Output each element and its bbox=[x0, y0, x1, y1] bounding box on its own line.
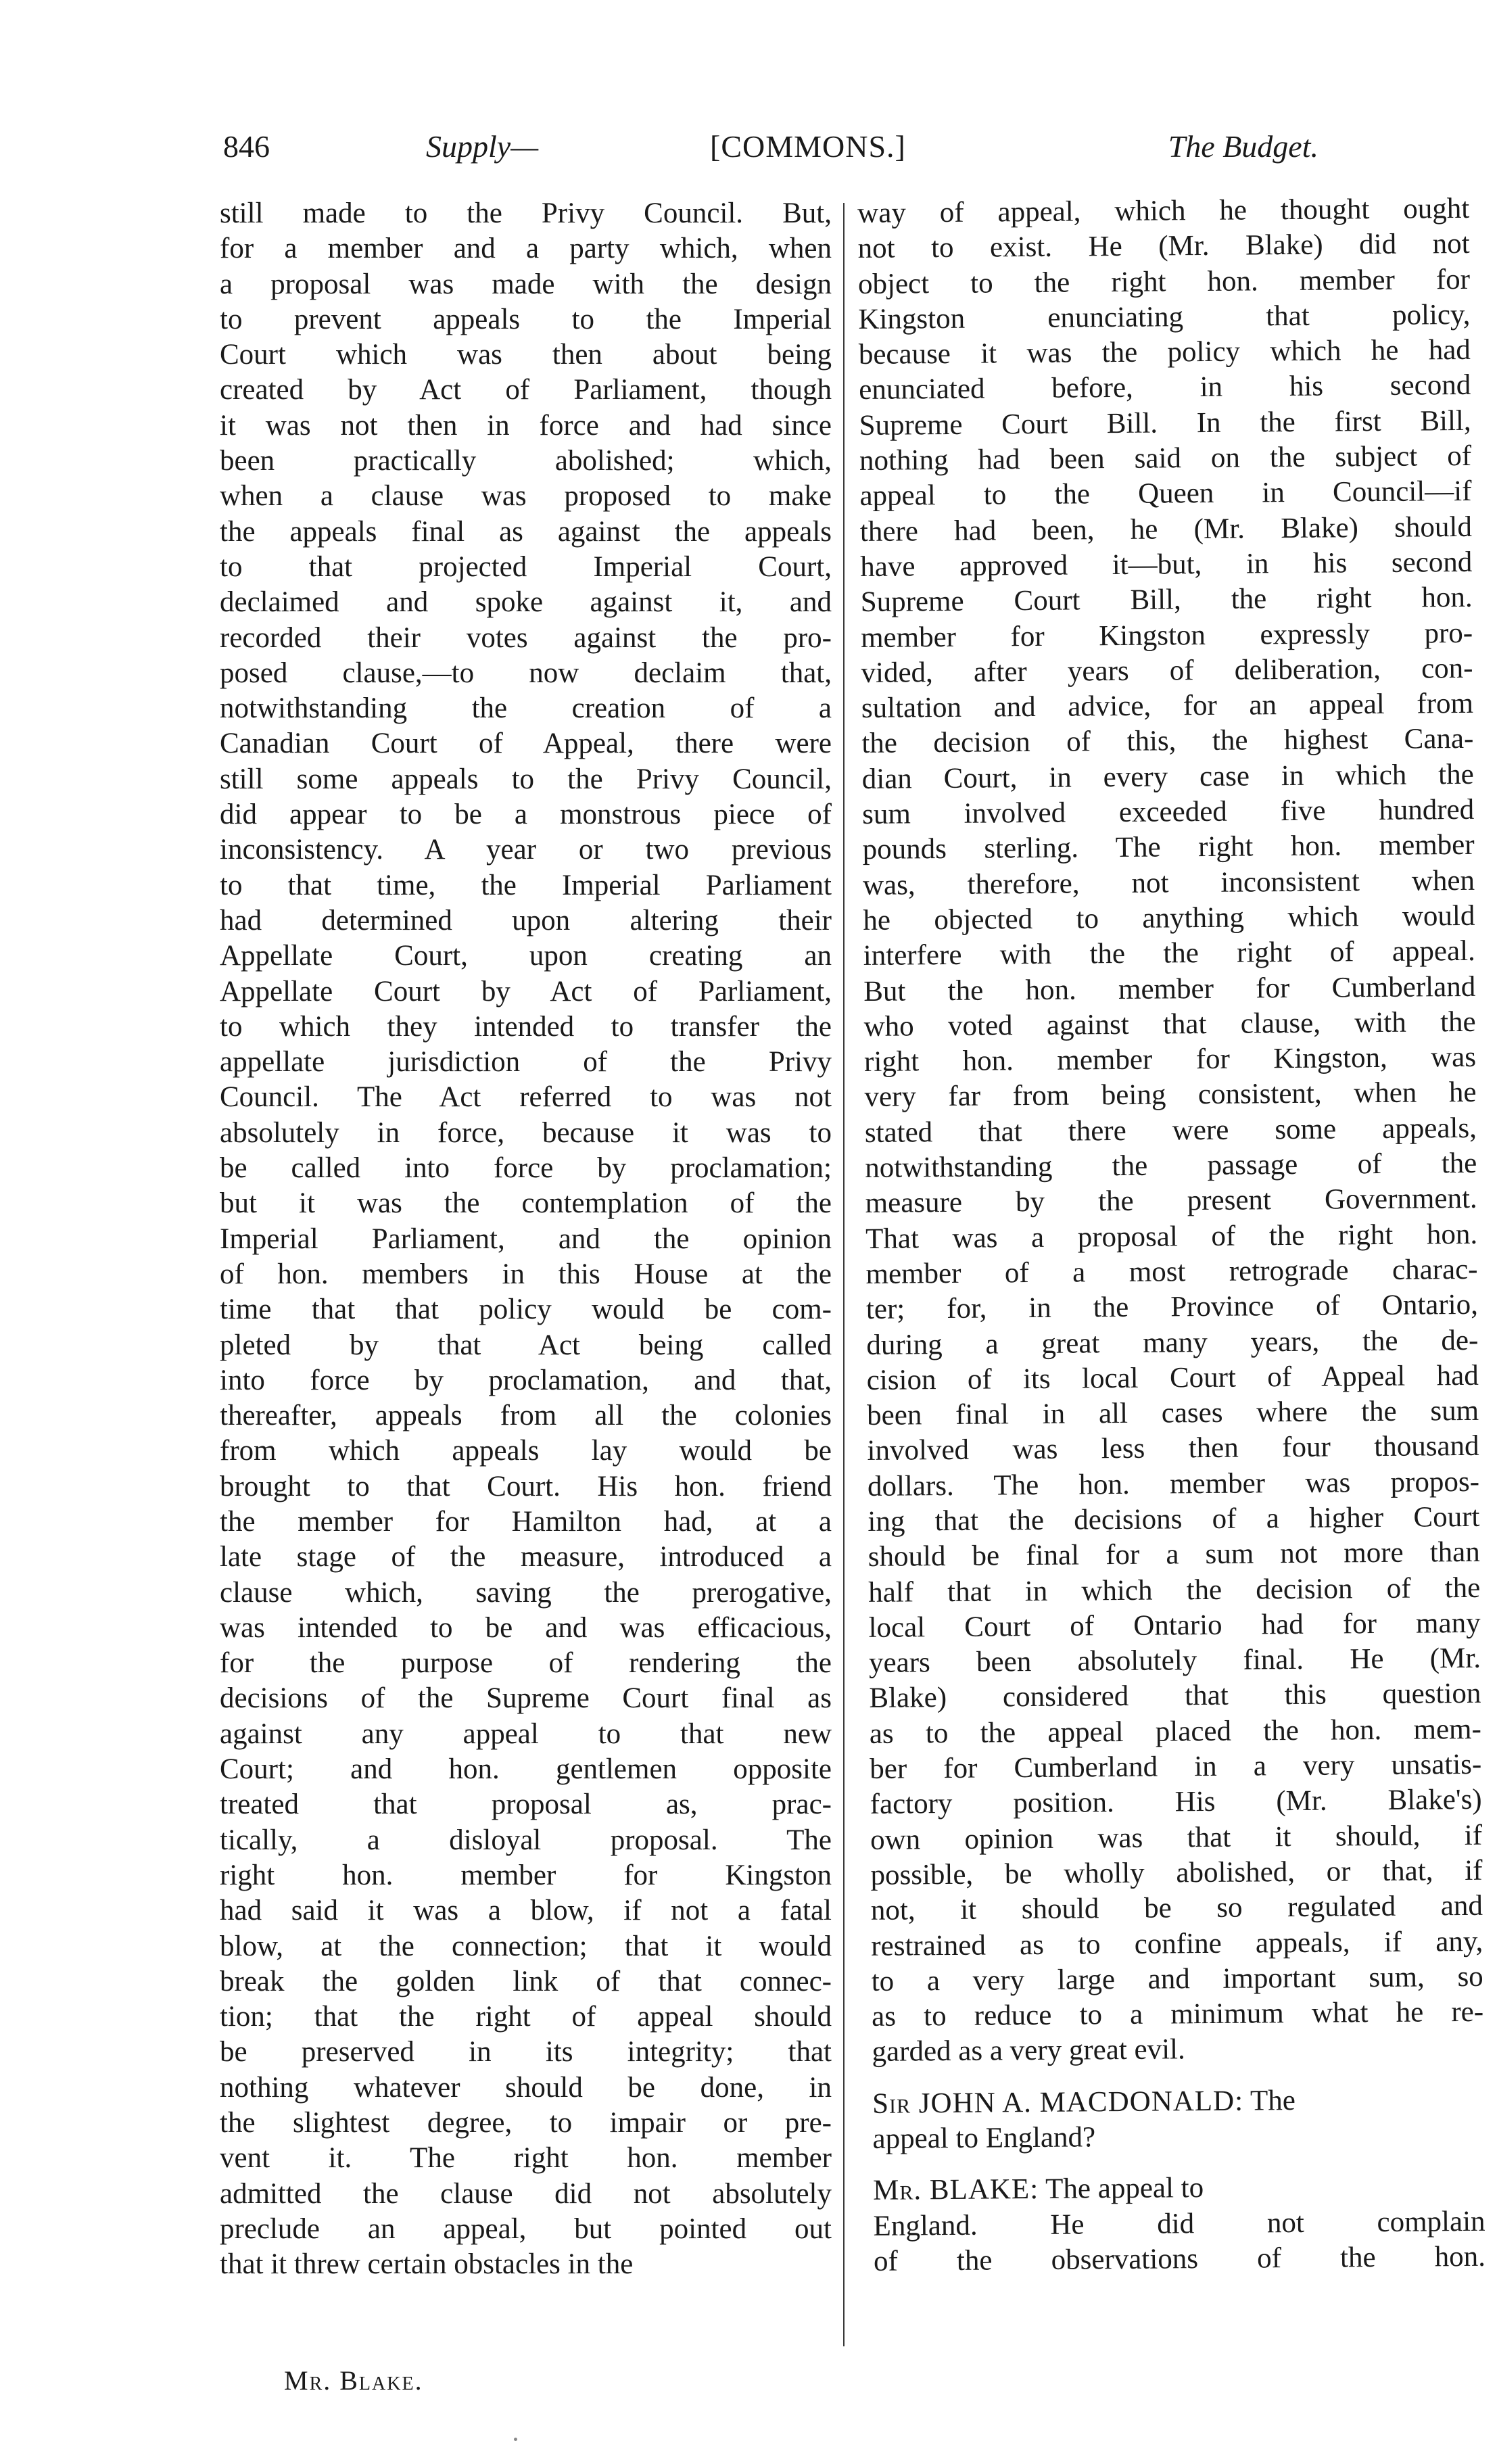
text-line: of hon. members in this House at the bbox=[220, 1258, 832, 1290]
text-line: against any appeal to that new bbox=[220, 1717, 832, 1750]
text-line: still some appeals to the Privy Council, bbox=[220, 763, 832, 795]
text-line: declaimed and spoke against it, and bbox=[220, 586, 832, 619]
speech-line: England. He did not complain bbox=[873, 2205, 1486, 2242]
text-line: posed clause,—to now declaim that, bbox=[220, 657, 832, 689]
section-title-left: Supply— bbox=[426, 129, 539, 164]
text-line: Supreme Court Bill. In the first Bill, bbox=[859, 404, 1471, 442]
text-line: Imperial Parliament, and the opinion bbox=[220, 1223, 832, 1255]
house-title: [COMMONS.] bbox=[710, 129, 906, 164]
text-line: But the hon. member for Cumberland bbox=[863, 970, 1476, 1008]
text-line: inconsistency. A year or two previous bbox=[220, 834, 832, 866]
text-line: had said it was a blow, if not a fatal bbox=[220, 1895, 832, 1927]
text-line: Kingston enunciating that policy, bbox=[858, 298, 1471, 335]
text-line: very far from being consistent, when he bbox=[864, 1076, 1477, 1114]
text-line: the appeals final as against the appeals bbox=[220, 515, 832, 548]
text-line: during a great many years, the de- bbox=[866, 1324, 1479, 1361]
text-line: factory position. His (Mr. Blake's) bbox=[870, 1784, 1482, 1821]
text-line: right hon. member for Kingston bbox=[220, 1859, 832, 1891]
right-column bbox=[857, 191, 1486, 2279]
text-line: dian Court, in every case in which the bbox=[861, 758, 1474, 795]
text-line: Blake) considered that this question bbox=[869, 1678, 1481, 1715]
text-line: still made to the Privy Council. But, bbox=[220, 197, 832, 229]
text-line: as to reduce to a minimum what he re- bbox=[871, 1995, 1484, 2033]
text-line: be called into force by proclamation; bbox=[220, 1152, 832, 1185]
text-line: to a very large and important sum, so bbox=[871, 1960, 1483, 1997]
speech-text: The bbox=[1250, 2084, 1296, 2117]
text-line: treated that proposal as, prac- bbox=[220, 1788, 832, 1821]
text-line: member of a most retrograde charac- bbox=[865, 1253, 1478, 1290]
running-head bbox=[223, 128, 1318, 176]
text-line: ter; for, in the Province of Ontario, bbox=[865, 1289, 1479, 1326]
text-line: when a clause was proposed to make bbox=[220, 480, 832, 513]
text-line: nothing whatever should be done, in bbox=[220, 2071, 832, 2104]
text-line: into force by proclamation, and that, bbox=[220, 1364, 832, 1396]
text-line: blow, at the connection; that it would bbox=[220, 1930, 832, 1962]
text-line: created by Act of Parliament, though bbox=[220, 374, 832, 406]
text-line: but it was the contemplation of the bbox=[220, 1187, 832, 1220]
print-speck bbox=[514, 2438, 517, 2441]
text-line: preclude an appeal, but pointed out bbox=[220, 2212, 832, 2245]
text-line: nothing had been said on the subject of bbox=[859, 440, 1472, 477]
page-number: 846 bbox=[223, 129, 270, 164]
text-line: enunciated before, in his second bbox=[859, 369, 1471, 406]
text-line: Court; and hon. gentlemen opposite bbox=[220, 1753, 832, 1786]
speaker-name: Mr. BLAKE: bbox=[872, 2173, 1039, 2207]
text-line: brought to that Court. His hon. friend bbox=[220, 1470, 832, 1502]
text-line: thereafter, appeals from all the colonies bbox=[220, 1400, 832, 1432]
text-line: possible, be wholly abolished, or that, if bbox=[870, 1854, 1483, 1891]
text-line: Council. The Act referred to was not bbox=[220, 1081, 832, 1114]
text-line: from which appeals lay would be bbox=[220, 1435, 832, 1467]
text-line: notwithstanding the passage of the bbox=[865, 1147, 1477, 1184]
text-line: been final in all cases where the sum bbox=[866, 1394, 1479, 1432]
speech-text: The appeal to bbox=[1045, 2172, 1204, 2206]
text-line: not to exist. He (Mr. Blake) did not bbox=[857, 228, 1470, 265]
text-line: ing that the decisions of a higher Court bbox=[868, 1500, 1480, 1538]
speech-line: of the observations of the hon. bbox=[873, 2240, 1486, 2277]
text-line: Court which was then about being bbox=[220, 339, 832, 371]
text-line: interfere with the the right of appeal. bbox=[863, 935, 1475, 972]
text-line: late stage of the measure, introduced a bbox=[220, 1541, 832, 1573]
text-line: member for Kingston expressly pro- bbox=[860, 617, 1473, 654]
speech-line bbox=[873, 2169, 1485, 2208]
text-line: because it was the policy which he had bbox=[858, 334, 1471, 371]
text-line: right hon. member for Kingston, was bbox=[863, 1041, 1477, 1079]
speaker-name: Sir JOHN A. MACDONALD: bbox=[872, 2085, 1244, 2120]
text-line: who voted against that clause, with the bbox=[863, 1005, 1476, 1043]
text-line: it was not then in force and had since bbox=[220, 409, 832, 442]
text-line: a proposal was made with the design bbox=[220, 268, 832, 300]
speech-line bbox=[872, 2082, 1484, 2122]
right-column-body bbox=[857, 191, 1484, 2070]
text-line: Appellate Court, upon creating an bbox=[220, 940, 832, 972]
text-line: that it threw certain obstacles in the bbox=[220, 2248, 634, 2281]
text-line: have approved it—but, in his second bbox=[860, 546, 1473, 583]
text-line: be preserved in its integrity; that bbox=[220, 2036, 832, 2068]
text-line: object to the right hon. member for bbox=[857, 263, 1471, 300]
text-line: Appellate Court by Act of Parliament, bbox=[220, 975, 832, 1008]
text-line: cision of its local Court of Appeal had bbox=[866, 1359, 1479, 1396]
section-title-right: The Budget. bbox=[1168, 129, 1318, 164]
text-line: notwithstanding the creation of a bbox=[220, 692, 832, 725]
text-line: That was a proposal of the right hon. bbox=[865, 1218, 1478, 1255]
text-line: the member for Hamilton had, at a bbox=[220, 1505, 832, 1538]
text-line: clause which, saving the prerogative, bbox=[220, 1576, 832, 1609]
page-footer-speaker: Mr. Blake. bbox=[284, 2365, 423, 2396]
text-line: vent it. The right hon. member bbox=[220, 2142, 832, 2175]
text-line: break the golden link of that connec- bbox=[220, 1965, 832, 1997]
text-line: stated that there were some appeals, bbox=[864, 1112, 1477, 1149]
text-line: pleted by that Act being called bbox=[220, 1329, 832, 1361]
text-line: he objected to anything which would bbox=[863, 899, 1475, 937]
text-line: pounds sterling. The right hon. member bbox=[862, 829, 1475, 866]
text-line: way of appeal, which he thought ought bbox=[857, 192, 1470, 229]
text-line: garded as a very great evil. bbox=[872, 2033, 1185, 2068]
text-line: did appear to be a monstrous piece of bbox=[220, 799, 832, 831]
text-line: to prevent appeals to the Imperial bbox=[220, 303, 832, 335]
text-line: there had been, he (Mr. Blake) should bbox=[859, 511, 1473, 548]
text-line: to which they intended to transfer the bbox=[220, 1010, 832, 1043]
text-line: as to the appeal placed the hon. mem- bbox=[869, 1713, 1482, 1750]
text-line: appellate jurisdiction of the Privy bbox=[220, 1046, 832, 1079]
text-line: not, it should be so regulated and bbox=[870, 1890, 1483, 1927]
text-line: dollars. The hon. member was propos- bbox=[867, 1465, 1480, 1502]
text-line: sum involved exceeded five hundred bbox=[861, 793, 1475, 831]
text-line: measure by the present Government. bbox=[865, 1183, 1477, 1220]
text-line: restrained as to confine appeals, if any, bbox=[871, 1925, 1483, 1962]
text-line: years been absolutely final. He (Mr. bbox=[868, 1642, 1481, 1680]
column-divider bbox=[843, 203, 845, 2346]
text-line: time that that policy would be com- bbox=[220, 1294, 832, 1326]
left-column bbox=[220, 196, 832, 2283]
text-line: been practically abolished; which, bbox=[220, 445, 832, 477]
text-line: tion; that the right of appeal should bbox=[220, 2001, 832, 2033]
text-line: admitted the clause did not absolutely bbox=[220, 2177, 832, 2210]
text-line: tically, a disloyal proposal. The bbox=[220, 1824, 832, 1856]
text-line: local Court of Ontario had for many bbox=[868, 1607, 1481, 1644]
text-line: absolutely in force, because it was to bbox=[220, 1116, 832, 1149]
text-line: appeal to the Queen in Council—if bbox=[859, 475, 1472, 513]
text-line: half that in which the decision of the bbox=[868, 1571, 1481, 1609]
text-line: should be final for a sum not more than bbox=[868, 1536, 1480, 1573]
text-line: Canadian Court of Appeal, there were bbox=[220, 728, 832, 760]
text-line: was intended to be and was efficacious, bbox=[220, 1611, 832, 1644]
text-line: for the purpose of rendering the bbox=[220, 1647, 832, 1680]
text-line: to that projected Imperial Court, bbox=[220, 550, 832, 583]
text-line: was, therefore, not inconsistent when bbox=[862, 864, 1475, 901]
text-line: own opinion was that it should, if bbox=[870, 1819, 1483, 1856]
text-line: ber for Cumberland in a very unsatis- bbox=[870, 1748, 1482, 1785]
text-line: vided, after years of deliberation, con- bbox=[861, 652, 1473, 689]
text-line: involved was less then four thousand bbox=[867, 1430, 1479, 1467]
text-line: the slightest degree, to impair or pre- bbox=[220, 2107, 832, 2139]
text-line: sultation and advice, for an appeal from bbox=[861, 688, 1474, 725]
text-line: to that time, the Imperial Parliament bbox=[220, 869, 832, 901]
text-line: recorded their votes against the pro- bbox=[220, 621, 832, 654]
speech-line: appeal to England? bbox=[872, 2121, 1096, 2155]
text-line: decisions of the Supreme Court final as bbox=[220, 1682, 832, 1715]
text-line: for a member and a party which, when bbox=[220, 233, 832, 265]
text-line: the decision of this, the highest Cana- bbox=[861, 723, 1474, 760]
text-line: had determined upon altering their bbox=[220, 904, 832, 937]
text-line: Supreme Court Bill, the right hon. bbox=[860, 582, 1473, 619]
